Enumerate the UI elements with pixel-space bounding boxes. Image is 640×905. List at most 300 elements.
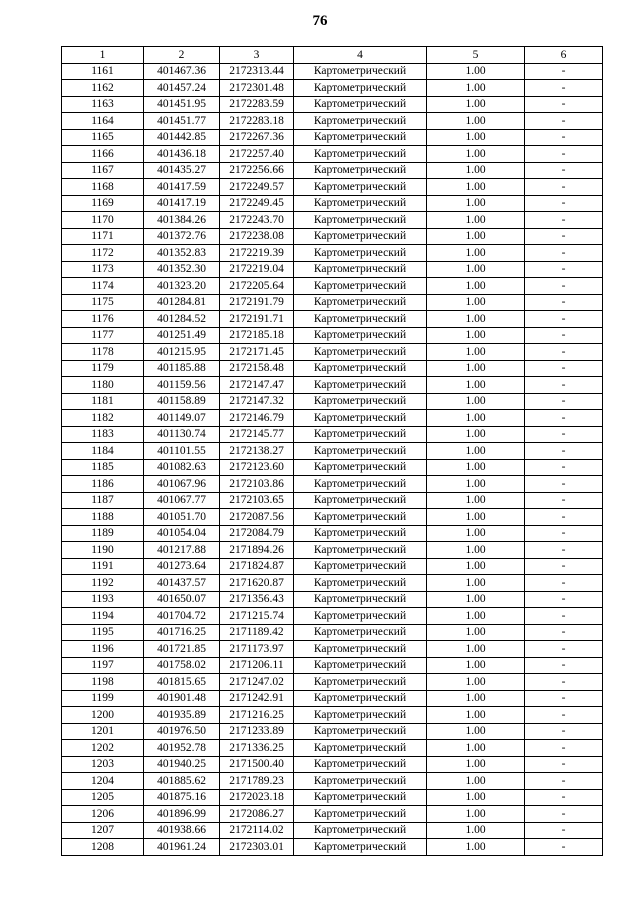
method-cell: Картометрический xyxy=(294,806,427,823)
table-row xyxy=(62,608,603,625)
point-number-cell: 1179 xyxy=(62,360,144,377)
accuracy-cell: 1.00 xyxy=(427,426,525,443)
note-cell: - xyxy=(525,294,603,311)
note-cell: - xyxy=(525,63,603,80)
y-coordinate-cell: 2171216.25 xyxy=(220,707,294,724)
y-coordinate-cell: 2172114.02 xyxy=(220,822,294,839)
method-cell: Картометрический xyxy=(294,756,427,773)
method-cell: Картометрический xyxy=(294,311,427,328)
accuracy-cell: 1.00 xyxy=(427,575,525,592)
method-cell: Картометрический xyxy=(294,443,427,460)
accuracy-cell: 1.00 xyxy=(427,806,525,823)
accuracy-cell: 1.00 xyxy=(427,822,525,839)
note-cell: - xyxy=(525,96,603,113)
y-coordinate-cell: 2171233.89 xyxy=(220,723,294,740)
method-cell: Картометрический xyxy=(294,789,427,806)
method-cell: Картометрический xyxy=(294,80,427,97)
method-cell: Картометрический xyxy=(294,674,427,691)
method-cell: Картометрический xyxy=(294,509,427,526)
point-number-cell: 1201 xyxy=(62,723,144,740)
note-cell: - xyxy=(525,327,603,344)
table-row xyxy=(62,723,603,740)
accuracy-cell: 1.00 xyxy=(427,162,525,179)
y-coordinate-cell: 2172257.40 xyxy=(220,146,294,163)
method-cell: Картометрический xyxy=(294,129,427,146)
accuracy-cell: 1.00 xyxy=(427,278,525,295)
note-cell: - xyxy=(525,245,603,262)
x-coordinate-cell: 401185.88 xyxy=(144,360,220,377)
note-cell: - xyxy=(525,162,603,179)
y-coordinate-cell: 2172103.86 xyxy=(220,476,294,493)
point-number-cell: 1166 xyxy=(62,146,144,163)
point-number-cell: 1195 xyxy=(62,624,144,641)
x-coordinate-cell: 401457.24 xyxy=(144,80,220,97)
note-cell: - xyxy=(525,360,603,377)
point-number-cell: 1196 xyxy=(62,641,144,658)
accuracy-cell: 1.00 xyxy=(427,558,525,575)
table-row xyxy=(62,327,603,344)
y-coordinate-cell: 2171336.25 xyxy=(220,740,294,757)
y-coordinate-cell: 2172171.45 xyxy=(220,344,294,361)
point-number-cell: 1174 xyxy=(62,278,144,295)
x-coordinate-cell: 401323.20 xyxy=(144,278,220,295)
accuracy-cell: 1.00 xyxy=(427,212,525,229)
column-header: 5 xyxy=(427,47,525,64)
x-coordinate-cell: 401885.62 xyxy=(144,773,220,790)
note-cell: - xyxy=(525,410,603,427)
y-coordinate-cell: 2172267.36 xyxy=(220,129,294,146)
point-number-cell: 1170 xyxy=(62,212,144,229)
point-number-cell: 1191 xyxy=(62,558,144,575)
table-row xyxy=(62,822,603,839)
y-coordinate-cell: 2172087.56 xyxy=(220,509,294,526)
method-cell: Картометрический xyxy=(294,393,427,410)
accuracy-cell: 1.00 xyxy=(427,707,525,724)
y-coordinate-cell: 2171894.26 xyxy=(220,542,294,559)
point-number-cell: 1183 xyxy=(62,426,144,443)
point-number-cell: 1198 xyxy=(62,674,144,691)
x-coordinate-cell: 401976.50 xyxy=(144,723,220,740)
note-cell: - xyxy=(525,377,603,394)
x-coordinate-cell: 401952.78 xyxy=(144,740,220,757)
point-number-cell: 1186 xyxy=(62,476,144,493)
y-coordinate-cell: 2172249.45 xyxy=(220,195,294,212)
table-row xyxy=(62,311,603,328)
accuracy-cell: 1.00 xyxy=(427,96,525,113)
table-row xyxy=(62,344,603,361)
table-row xyxy=(62,773,603,790)
x-coordinate-cell: 401284.81 xyxy=(144,294,220,311)
note-cell: - xyxy=(525,723,603,740)
point-number-cell: 1189 xyxy=(62,525,144,542)
note-cell: - xyxy=(525,641,603,658)
note-cell: - xyxy=(525,476,603,493)
note-cell: - xyxy=(525,608,603,625)
accuracy-cell: 1.00 xyxy=(427,591,525,608)
table-row xyxy=(62,575,603,592)
accuracy-cell: 1.00 xyxy=(427,261,525,278)
table-row xyxy=(62,294,603,311)
y-coordinate-cell: 2171173.97 xyxy=(220,641,294,658)
note-cell: - xyxy=(525,591,603,608)
point-number-cell: 1187 xyxy=(62,492,144,509)
point-number-cell: 1180 xyxy=(62,377,144,394)
x-coordinate-cell: 401101.55 xyxy=(144,443,220,460)
y-coordinate-cell: 2172086.27 xyxy=(220,806,294,823)
table-row xyxy=(62,228,603,245)
note-cell: - xyxy=(525,740,603,757)
note-cell: - xyxy=(525,575,603,592)
table-header-row xyxy=(62,47,603,64)
x-coordinate-cell: 401352.83 xyxy=(144,245,220,262)
method-cell: Картометрический xyxy=(294,426,427,443)
x-coordinate-cell: 401721.85 xyxy=(144,641,220,658)
table-row xyxy=(62,113,603,130)
table-row xyxy=(62,96,603,113)
note-cell: - xyxy=(525,822,603,839)
note-cell: - xyxy=(525,443,603,460)
y-coordinate-cell: 2171242.91 xyxy=(220,690,294,707)
x-coordinate-cell: 401273.64 xyxy=(144,558,220,575)
point-number-cell: 1175 xyxy=(62,294,144,311)
y-coordinate-cell: 2172243.70 xyxy=(220,212,294,229)
point-number-cell: 1165 xyxy=(62,129,144,146)
accuracy-cell: 1.00 xyxy=(427,410,525,427)
y-coordinate-cell: 2172146.79 xyxy=(220,410,294,427)
accuracy-cell: 1.00 xyxy=(427,228,525,245)
x-coordinate-cell: 401758.02 xyxy=(144,657,220,674)
y-coordinate-cell: 2172138.27 xyxy=(220,443,294,460)
point-number-cell: 1177 xyxy=(62,327,144,344)
accuracy-cell: 1.00 xyxy=(427,773,525,790)
note-cell: - xyxy=(525,146,603,163)
table-row xyxy=(62,624,603,641)
y-coordinate-cell: 2172219.04 xyxy=(220,261,294,278)
x-coordinate-cell: 401650.07 xyxy=(144,591,220,608)
column-header: 2 xyxy=(144,47,220,64)
method-cell: Картометрический xyxy=(294,228,427,245)
method-cell: Картометрический xyxy=(294,377,427,394)
note-cell: - xyxy=(525,311,603,328)
method-cell: Картометрический xyxy=(294,723,427,740)
table-row xyxy=(62,839,603,856)
point-number-cell: 1172 xyxy=(62,245,144,262)
method-cell: Картометрический xyxy=(294,162,427,179)
table-row xyxy=(62,393,603,410)
method-cell: Картометрический xyxy=(294,410,427,427)
point-number-cell: 1181 xyxy=(62,393,144,410)
x-coordinate-cell: 401961.24 xyxy=(144,839,220,856)
accuracy-cell: 1.00 xyxy=(427,690,525,707)
accuracy-cell: 1.00 xyxy=(427,459,525,476)
x-coordinate-cell: 401417.59 xyxy=(144,179,220,196)
y-coordinate-cell: 2172023.18 xyxy=(220,789,294,806)
accuracy-cell: 1.00 xyxy=(427,839,525,856)
method-cell: Картометрический xyxy=(294,707,427,724)
point-number-cell: 1208 xyxy=(62,839,144,856)
accuracy-cell: 1.00 xyxy=(427,674,525,691)
x-coordinate-cell: 401451.95 xyxy=(144,96,220,113)
x-coordinate-cell: 401372.76 xyxy=(144,228,220,245)
note-cell: - xyxy=(525,542,603,559)
note-cell: - xyxy=(525,756,603,773)
note-cell: - xyxy=(525,80,603,97)
method-cell: Картометрический xyxy=(294,327,427,344)
table-row xyxy=(62,80,603,97)
y-coordinate-cell: 2171356.43 xyxy=(220,591,294,608)
note-cell: - xyxy=(525,509,603,526)
x-coordinate-cell: 401435.27 xyxy=(144,162,220,179)
accuracy-cell: 1.00 xyxy=(427,509,525,526)
x-coordinate-cell: 401215.95 xyxy=(144,344,220,361)
point-number-cell: 1167 xyxy=(62,162,144,179)
table-row xyxy=(62,261,603,278)
accuracy-cell: 1.00 xyxy=(427,641,525,658)
note-cell: - xyxy=(525,674,603,691)
y-coordinate-cell: 2172283.59 xyxy=(220,96,294,113)
note-cell: - xyxy=(525,492,603,509)
y-coordinate-cell: 2172256.66 xyxy=(220,162,294,179)
method-cell: Картометрический xyxy=(294,657,427,674)
x-coordinate-cell: 401251.49 xyxy=(144,327,220,344)
x-coordinate-cell: 401054.04 xyxy=(144,525,220,542)
method-cell: Картометрический xyxy=(294,525,427,542)
accuracy-cell: 1.00 xyxy=(427,146,525,163)
note-cell: - xyxy=(525,657,603,674)
note-cell: - xyxy=(525,212,603,229)
point-number-cell: 1206 xyxy=(62,806,144,823)
x-coordinate-cell: 401875.16 xyxy=(144,789,220,806)
table-row xyxy=(62,195,603,212)
point-number-cell: 1182 xyxy=(62,410,144,427)
method-cell: Картометрический xyxy=(294,294,427,311)
column-header: 6 xyxy=(525,47,603,64)
table-row xyxy=(62,591,603,608)
method-cell: Картометрический xyxy=(294,608,427,625)
table-row xyxy=(62,789,603,806)
point-number-cell: 1204 xyxy=(62,773,144,790)
point-number-cell: 1163 xyxy=(62,96,144,113)
accuracy-cell: 1.00 xyxy=(427,657,525,674)
method-cell: Картометрический xyxy=(294,839,427,856)
y-coordinate-cell: 2172145.77 xyxy=(220,426,294,443)
table-row xyxy=(62,674,603,691)
point-number-cell: 1197 xyxy=(62,657,144,674)
method-cell: Картометрический xyxy=(294,261,427,278)
x-coordinate-cell: 401442.85 xyxy=(144,129,220,146)
accuracy-cell: 1.00 xyxy=(427,179,525,196)
point-number-cell: 1200 xyxy=(62,707,144,724)
page-number: 76 xyxy=(312,13,328,29)
table-row xyxy=(62,129,603,146)
note-cell: - xyxy=(525,707,603,724)
method-cell: Картометрический xyxy=(294,179,427,196)
method-cell: Картометрический xyxy=(294,822,427,839)
y-coordinate-cell: 2172147.47 xyxy=(220,377,294,394)
method-cell: Картометрический xyxy=(294,459,427,476)
y-coordinate-cell: 2171247.02 xyxy=(220,674,294,691)
x-coordinate-cell: 401436.18 xyxy=(144,146,220,163)
table-row xyxy=(62,426,603,443)
note-cell: - xyxy=(525,789,603,806)
table-row xyxy=(62,558,603,575)
point-number-cell: 1199 xyxy=(62,690,144,707)
y-coordinate-cell: 2171500.40 xyxy=(220,756,294,773)
table-row xyxy=(62,179,603,196)
method-cell: Картометрический xyxy=(294,476,427,493)
note-cell: - xyxy=(525,690,603,707)
accuracy-cell: 1.00 xyxy=(427,723,525,740)
accuracy-cell: 1.00 xyxy=(427,525,525,542)
y-coordinate-cell: 2171215.74 xyxy=(220,608,294,625)
note-cell: - xyxy=(525,228,603,245)
method-cell: Картометрический xyxy=(294,113,427,130)
x-coordinate-cell: 401067.77 xyxy=(144,492,220,509)
x-coordinate-cell: 401940.25 xyxy=(144,756,220,773)
point-number-cell: 1203 xyxy=(62,756,144,773)
y-coordinate-cell: 2172191.79 xyxy=(220,294,294,311)
accuracy-cell: 1.00 xyxy=(427,476,525,493)
table-row xyxy=(62,641,603,658)
table-row xyxy=(62,740,603,757)
y-coordinate-cell: 2172103.65 xyxy=(220,492,294,509)
point-number-cell: 1169 xyxy=(62,195,144,212)
y-coordinate-cell: 2171189.42 xyxy=(220,624,294,641)
accuracy-cell: 1.00 xyxy=(427,80,525,97)
point-number-cell: 1202 xyxy=(62,740,144,757)
table-row xyxy=(62,146,603,163)
method-cell: Картометрический xyxy=(294,740,427,757)
x-coordinate-cell: 401938.66 xyxy=(144,822,220,839)
x-coordinate-cell: 401896.99 xyxy=(144,806,220,823)
accuracy-cell: 1.00 xyxy=(427,245,525,262)
method-cell: Картометрический xyxy=(294,360,427,377)
note-cell: - xyxy=(525,393,603,410)
point-number-cell: 1171 xyxy=(62,228,144,245)
column-header: 4 xyxy=(294,47,427,64)
method-cell: Картометрический xyxy=(294,558,427,575)
note-cell: - xyxy=(525,344,603,361)
method-cell: Картометрический xyxy=(294,245,427,262)
x-coordinate-cell: 401352.30 xyxy=(144,261,220,278)
x-coordinate-cell: 401051.70 xyxy=(144,509,220,526)
x-coordinate-cell: 401067.96 xyxy=(144,476,220,493)
y-coordinate-cell: 2172303.01 xyxy=(220,839,294,856)
accuracy-cell: 1.00 xyxy=(427,740,525,757)
note-cell: - xyxy=(525,624,603,641)
y-coordinate-cell: 2172301.48 xyxy=(220,80,294,97)
x-coordinate-cell: 401451.77 xyxy=(144,113,220,130)
table-row xyxy=(62,525,603,542)
table-row xyxy=(62,707,603,724)
point-number-cell: 1194 xyxy=(62,608,144,625)
note-cell: - xyxy=(525,113,603,130)
point-number-cell: 1164 xyxy=(62,113,144,130)
x-coordinate-cell: 401082.63 xyxy=(144,459,220,476)
accuracy-cell: 1.00 xyxy=(427,443,525,460)
point-number-cell: 1162 xyxy=(62,80,144,97)
accuracy-cell: 1.00 xyxy=(427,195,525,212)
table-row xyxy=(62,476,603,493)
x-coordinate-cell: 401437.57 xyxy=(144,575,220,592)
point-number-cell: 1178 xyxy=(62,344,144,361)
y-coordinate-cell: 2172219.39 xyxy=(220,245,294,262)
table-body xyxy=(62,63,603,855)
accuracy-cell: 1.00 xyxy=(427,294,525,311)
x-coordinate-cell: 401901.48 xyxy=(144,690,220,707)
y-coordinate-cell: 2172158.48 xyxy=(220,360,294,377)
accuracy-cell: 1.00 xyxy=(427,344,525,361)
note-cell: - xyxy=(525,129,603,146)
note-cell: - xyxy=(525,195,603,212)
accuracy-cell: 1.00 xyxy=(427,311,525,328)
accuracy-cell: 1.00 xyxy=(427,542,525,559)
method-cell: Картометрический xyxy=(294,575,427,592)
method-cell: Картометрический xyxy=(294,63,427,80)
table-row xyxy=(62,377,603,394)
y-coordinate-cell: 2172185.18 xyxy=(220,327,294,344)
accuracy-cell: 1.00 xyxy=(427,360,525,377)
accuracy-cell: 1.00 xyxy=(427,129,525,146)
note-cell: - xyxy=(525,426,603,443)
accuracy-cell: 1.00 xyxy=(427,327,525,344)
method-cell: Картометрический xyxy=(294,641,427,658)
table-row xyxy=(62,657,603,674)
x-coordinate-cell: 401935.89 xyxy=(144,707,220,724)
x-coordinate-cell: 401158.89 xyxy=(144,393,220,410)
point-number-cell: 1176 xyxy=(62,311,144,328)
method-cell: Картометрический xyxy=(294,146,427,163)
table-row xyxy=(62,509,603,526)
accuracy-cell: 1.00 xyxy=(427,756,525,773)
method-cell: Картометрический xyxy=(294,690,427,707)
point-number-cell: 1192 xyxy=(62,575,144,592)
method-cell: Картометрический xyxy=(294,492,427,509)
note-cell: - xyxy=(525,839,603,856)
point-number-cell: 1168 xyxy=(62,179,144,196)
note-cell: - xyxy=(525,261,603,278)
y-coordinate-cell: 2172147.32 xyxy=(220,393,294,410)
x-coordinate-cell: 401284.52 xyxy=(144,311,220,328)
x-coordinate-cell: 401130.74 xyxy=(144,426,220,443)
accuracy-cell: 1.00 xyxy=(427,492,525,509)
x-coordinate-cell: 401716.25 xyxy=(144,624,220,641)
accuracy-cell: 1.00 xyxy=(427,377,525,394)
method-cell: Картометрический xyxy=(294,212,427,229)
accuracy-cell: 1.00 xyxy=(427,393,525,410)
x-coordinate-cell: 401217.88 xyxy=(144,542,220,559)
method-cell: Картометрический xyxy=(294,96,427,113)
y-coordinate-cell: 2171789.23 xyxy=(220,773,294,790)
note-cell: - xyxy=(525,806,603,823)
point-number-cell: 1184 xyxy=(62,443,144,460)
point-number-cell: 1205 xyxy=(62,789,144,806)
note-cell: - xyxy=(525,773,603,790)
y-coordinate-cell: 2172205.64 xyxy=(220,278,294,295)
method-cell: Картометрический xyxy=(294,344,427,361)
table-row xyxy=(62,690,603,707)
x-coordinate-cell: 401815.65 xyxy=(144,674,220,691)
point-number-cell: 1185 xyxy=(62,459,144,476)
point-number-cell: 1193 xyxy=(62,591,144,608)
table-row xyxy=(62,443,603,460)
column-header: 1 xyxy=(62,47,144,64)
point-number-cell: 1207 xyxy=(62,822,144,839)
x-coordinate-cell: 401159.56 xyxy=(144,377,220,394)
point-number-cell: 1173 xyxy=(62,261,144,278)
table-row xyxy=(62,63,603,80)
accuracy-cell: 1.00 xyxy=(427,789,525,806)
